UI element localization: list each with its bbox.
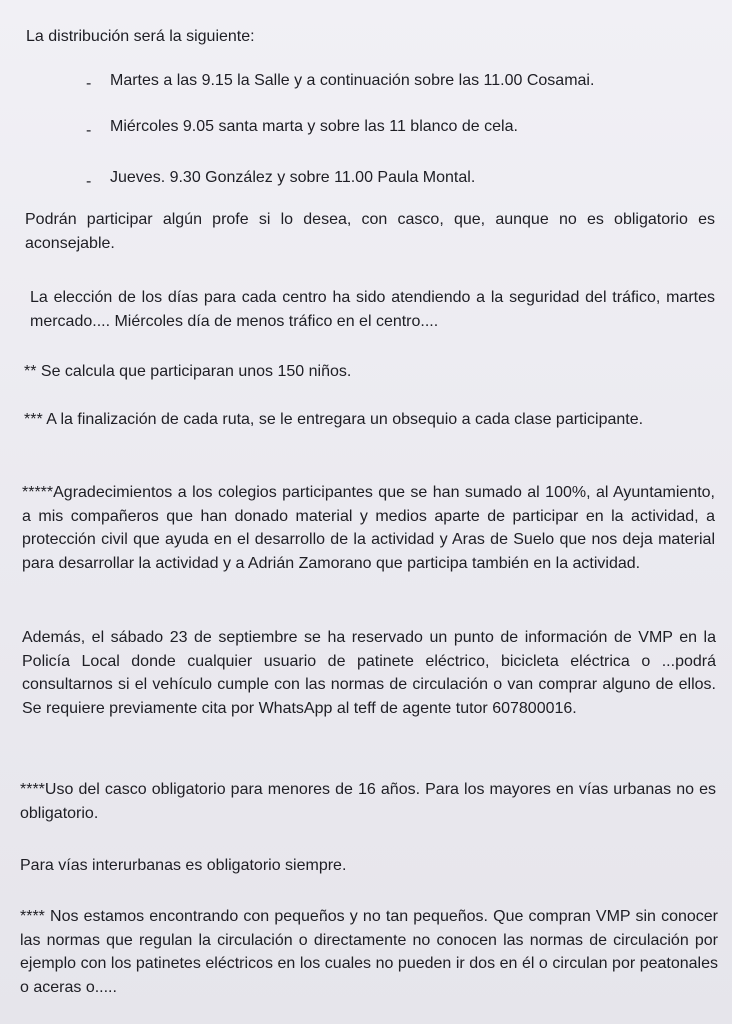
bullet-dash-1: -	[86, 75, 92, 92]
bullet-dash-2: -	[86, 122, 92, 139]
paragraph-calculo: ** Se calcula que participaran unos 150 niños.	[24, 363, 352, 380]
paragraph-casco: ****Uso del casco obligatorio para menores de 16 años. Para los mayores en vías urbanas no es obligatorio.	[20, 781, 716, 822]
schedule-item-jueves: Jueves. 9.30 González y sobre 11.00 Paula Montal.	[110, 169, 476, 186]
schedule-item-miercoles: Miércoles 9.05 santa marta y sobre las 11 blanco de cela.	[110, 118, 518, 135]
paragraph-normas: **** Nos estamos encontrando con pequeños y no tan pequeños. Que compran VMP sin conocer las normas que regulan la circulación o directamente no conocen las normas de circulación por ejemplo con los patinetes eléctricos en los cuales no pueden ir dos en él o circulan por peatonales o aceras o.....	[20, 908, 718, 996]
paragraph-obsequio: *** A la finalización de cada ruta, se le entregara un obsequio a cada clase participante.	[24, 411, 644, 428]
paragraph-informacion: Además, el sábado 23 de septiembre se ha reservado un punto de información de VMP en la Policía Local donde cualquier usuario de patinete eléctrico, bicicleta eléctrica o ...podrá consultarnos si el vehículo cumple con las normas de circulación o van comprar alguno de ellos. Se requiere previamente cita por WhatsApp al teff de agente tutor 607800016.	[22, 629, 716, 717]
bullet-dash-3: -	[86, 173, 92, 190]
paragraph-interurbanas: Para vías interurbanas es obligatorio siempre.	[20, 857, 347, 874]
paragraph-eleccion: La elección de los días para cada centro ha sido atendiendo a la seguridad del tráfico, martes mercado.... Miércoles día de menos tráfico en el centro....	[30, 289, 715, 330]
schedule-item-martes: Martes a las 9.15 la Salle y a continuación sobre las 11.00 Cosamai.	[110, 72, 595, 89]
paragraph-profesores: Podrán participar algún profe si lo desea, con casco, que, aunque no es obligatorio es aconsejable.	[25, 211, 715, 252]
intro-line: La distribución será la siguiente:	[26, 28, 255, 45]
paragraph-agradecimientos: *****Agradecimientos a los colegios participantes que se han sumado al 100%, al Ayuntamiento, a mis compañeros que han donado material y medios aparte de participar en la actividad, a protección civil que ayuda en el desarrollo de la actividad y Aras de Suelo que nos deja material para desarrollar la actividad y a Adrián Zamorano que participa también en la actividad.	[22, 484, 715, 572]
